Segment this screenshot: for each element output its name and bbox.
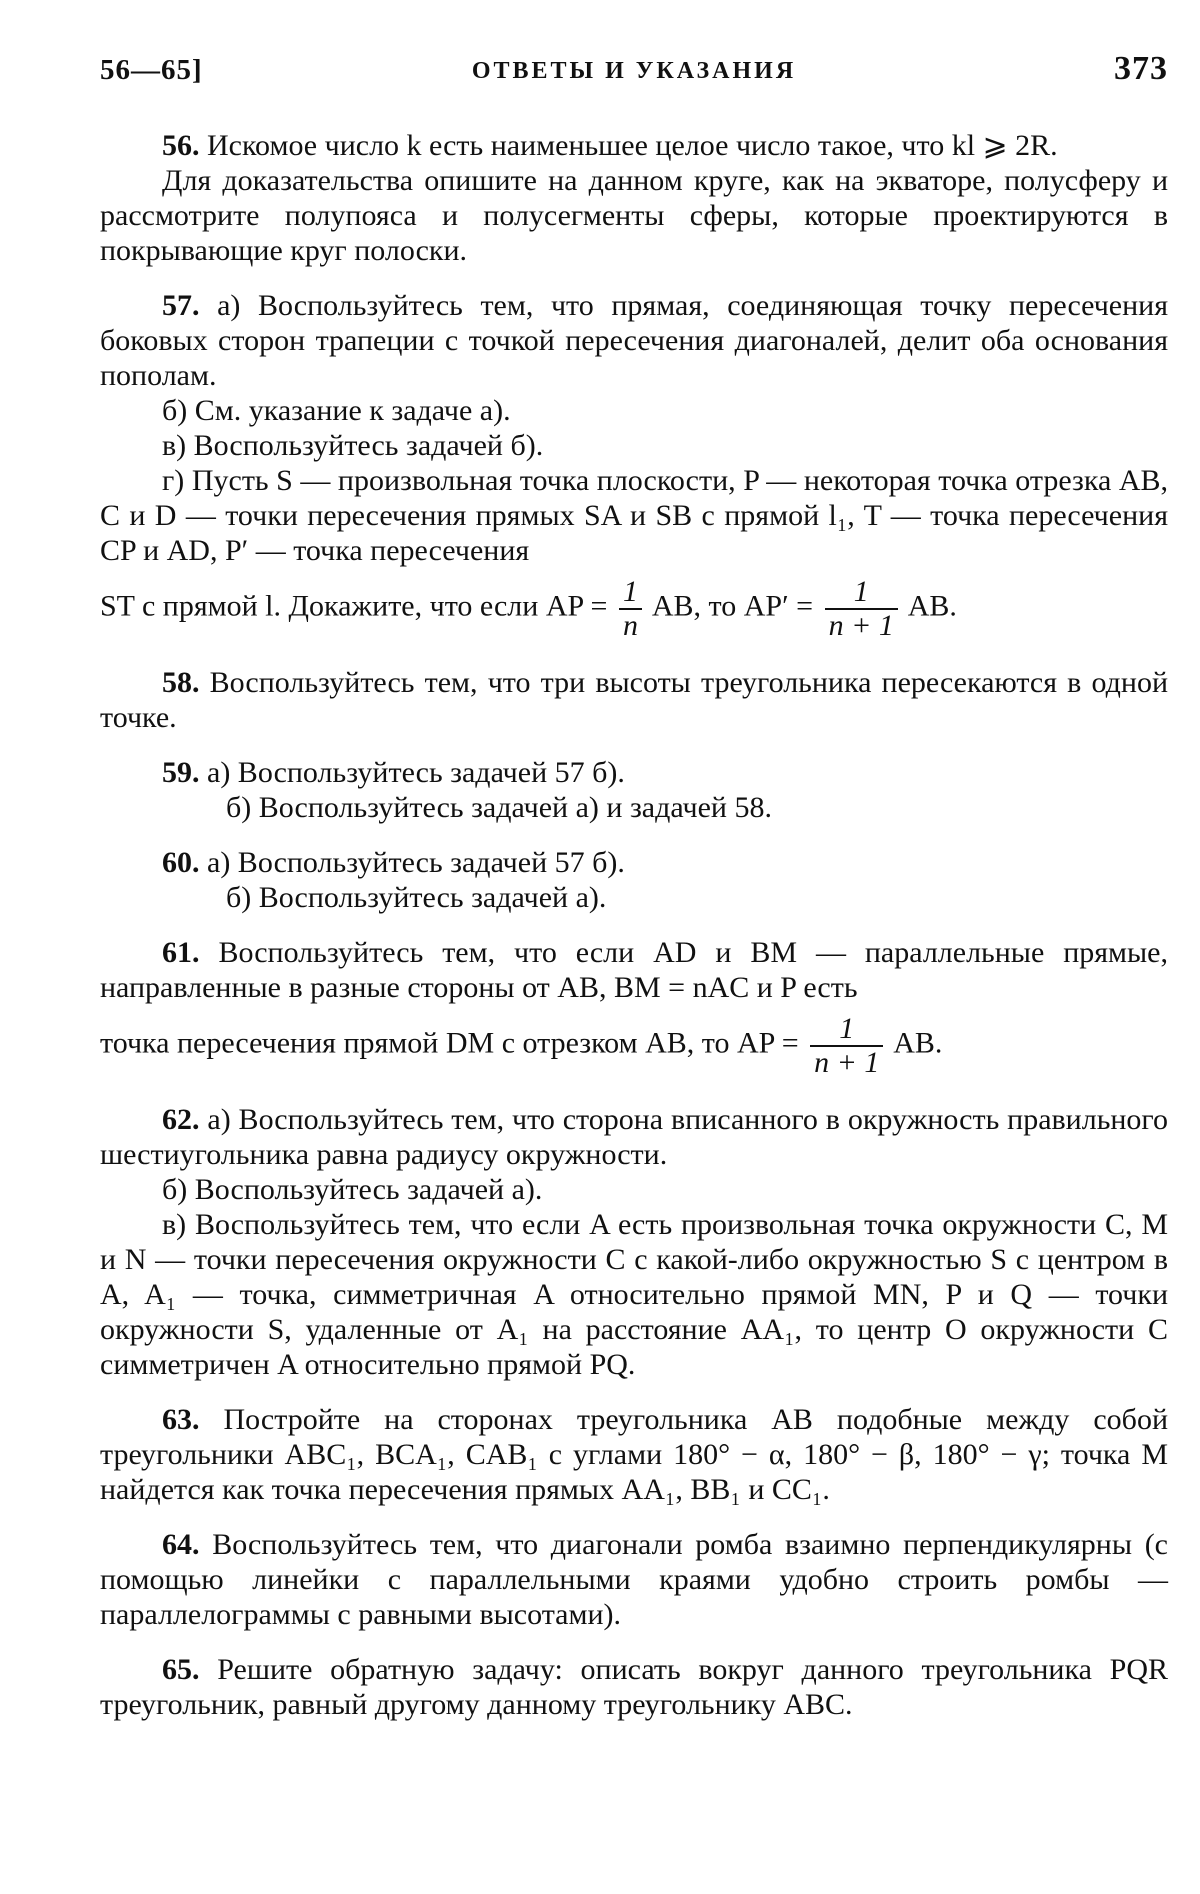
answers-body [100,128,1168,1722]
answer-text: а) Воспользуйтесь задачей 57 б). [207,756,625,789]
answer-57v: в) Воспользуйтесь задачей б). [162,429,544,462]
answer-60b: б) Воспользуйтесь задачей а). [226,881,607,914]
answer-62a [100,1102,1168,1172]
answer-58 [100,665,1168,735]
fraction [825,576,898,641]
book-page [100,48,1168,1722]
answer-65 [100,1652,1168,1722]
answer-57b: б) См. указание к задаче а). [162,394,511,427]
answer-text: Воспользуйтесь тем, что три высоты треугольника пересекаются в одной точке. [100,666,1168,734]
answer-62b: б) Воспользуйтесь задачей а). [162,1173,543,1206]
answer-text: Воспользуйтесь тем, что если AD и BM — параллельные прямые, направленные в разные стороны от AB, BM = nAC и P есть [100,936,1168,1004]
answer-text: Постройте на сторонах треугольника AB подобные между собой треугольники ABC₁, BCA₁, CAB₁ с углами 180° − α, 180° − β, 180° − γ; точка M найдется как точка пересечения прямых AA₁, BB₁ и CC₁. [100,1403,1168,1506]
answer-number: 63. [162,1403,200,1436]
answer-text: а) Воспользуйтесь тем, что прямая, соединяющая точку пересечения боковых сторон трапеции с точкой пересечения диагоналей, делит оба основания пополам. [100,289,1168,392]
answer-60a [100,845,1168,880]
answer-text: Решите обратную задачу: описать вокруг данного треугольника PQR треугольник, равный другому данному треугольнику ABC. [100,1653,1169,1721]
fraction-numerator: 1 [825,576,898,610]
formula-text: AB, то AP′ = [651,589,814,623]
fraction [619,576,642,641]
answer-number: 59. [162,756,200,789]
answer-text: Воспользуйтесь тем, что диагонали ромба взаимно перпендикулярны (с помощью линейки с параллельными краями удобно строить ромбы — параллелограммы с равными высотами). [100,1528,1168,1631]
section-title: ОТВЕТЫ И УКАЗАНИЯ [471,58,797,84]
formula-text: ST с прямой l. Докажите, что если AP = [100,589,608,623]
fraction-denominator: n + 1 [814,1045,880,1079]
answer-61-formula [100,1013,1168,1078]
answer-text: а) Воспользуйтесь тем, что сторона вписанного в окружность правильного шестиугольника равна радиусу окружности. [100,1103,1168,1171]
answer-text: Искомое число k есть наименьшее целое число такое, что kl ⩾ 2R. [207,129,1058,162]
formula-text: точка пересечения прямой DM с отрезком AB, то AP = [100,1026,799,1060]
fraction-numerator: 1 [619,576,642,610]
answer-text: а) Воспользуйтесь задачей 57 б). [207,846,625,879]
answer-number: 64. [162,1528,200,1561]
answer-56 [100,128,1168,163]
answer-59b: б) Воспользуйтесь задачей а) и задачей 58. [226,791,772,824]
answer-57g-formula [100,576,1168,641]
fraction [810,1013,883,1078]
formula-text: AB. [907,589,957,623]
answer-57a [100,288,1168,393]
answer-number: 61. [162,936,200,969]
formula-text: AB. [893,1026,943,1060]
answer-number: 58. [162,666,200,699]
answer-number: 56. [162,129,200,162]
problem-range: 56—65] [100,54,203,86]
fraction-denominator: n [622,608,638,642]
answer-number: 65. [162,1653,200,1686]
fraction-denominator: n + 1 [828,608,894,642]
answer-text: Для доказательства опишите на данном круге, как на экваторе, полусферу и рассмотрите полупояса и полусегменты сферы, которые проектируются в покрывающие круг полоски. [100,164,1168,267]
answer-64 [100,1527,1168,1632]
answer-56-hint [100,163,1168,268]
answer-62v: в) Воспользуйтесь тем, что если A есть произвольная точка окружности C, M и N — точки пересечения окружности C с какой-либо окружностью S с центром в A, A₁ — точка, симметричная A относительно прямой MN, P и Q — точки окружности S, удаленные от A₁ на расстояние AA₁, то центр O окружности C симметричен A относительно прямой PQ. [100,1208,1168,1381]
answer-number: 60. [162,846,200,879]
answer-number: 62. [162,1103,200,1136]
running-head [100,48,1168,96]
answer-59a [100,755,1168,790]
answer-57g: г) Пусть S — произвольная точка плоскости, P — некоторая точка отрезка AB, C и D — точки пересечения прямых SA и SB с прямой l₁, T — точка пересечения CP и AD, P′ — точка пересечения [100,464,1168,567]
answer-63 [100,1402,1168,1507]
page-number: 373 [1114,50,1168,87]
answer-61 [100,935,1168,1005]
fraction-numerator: 1 [810,1013,883,1047]
answer-number: 57. [162,289,200,322]
